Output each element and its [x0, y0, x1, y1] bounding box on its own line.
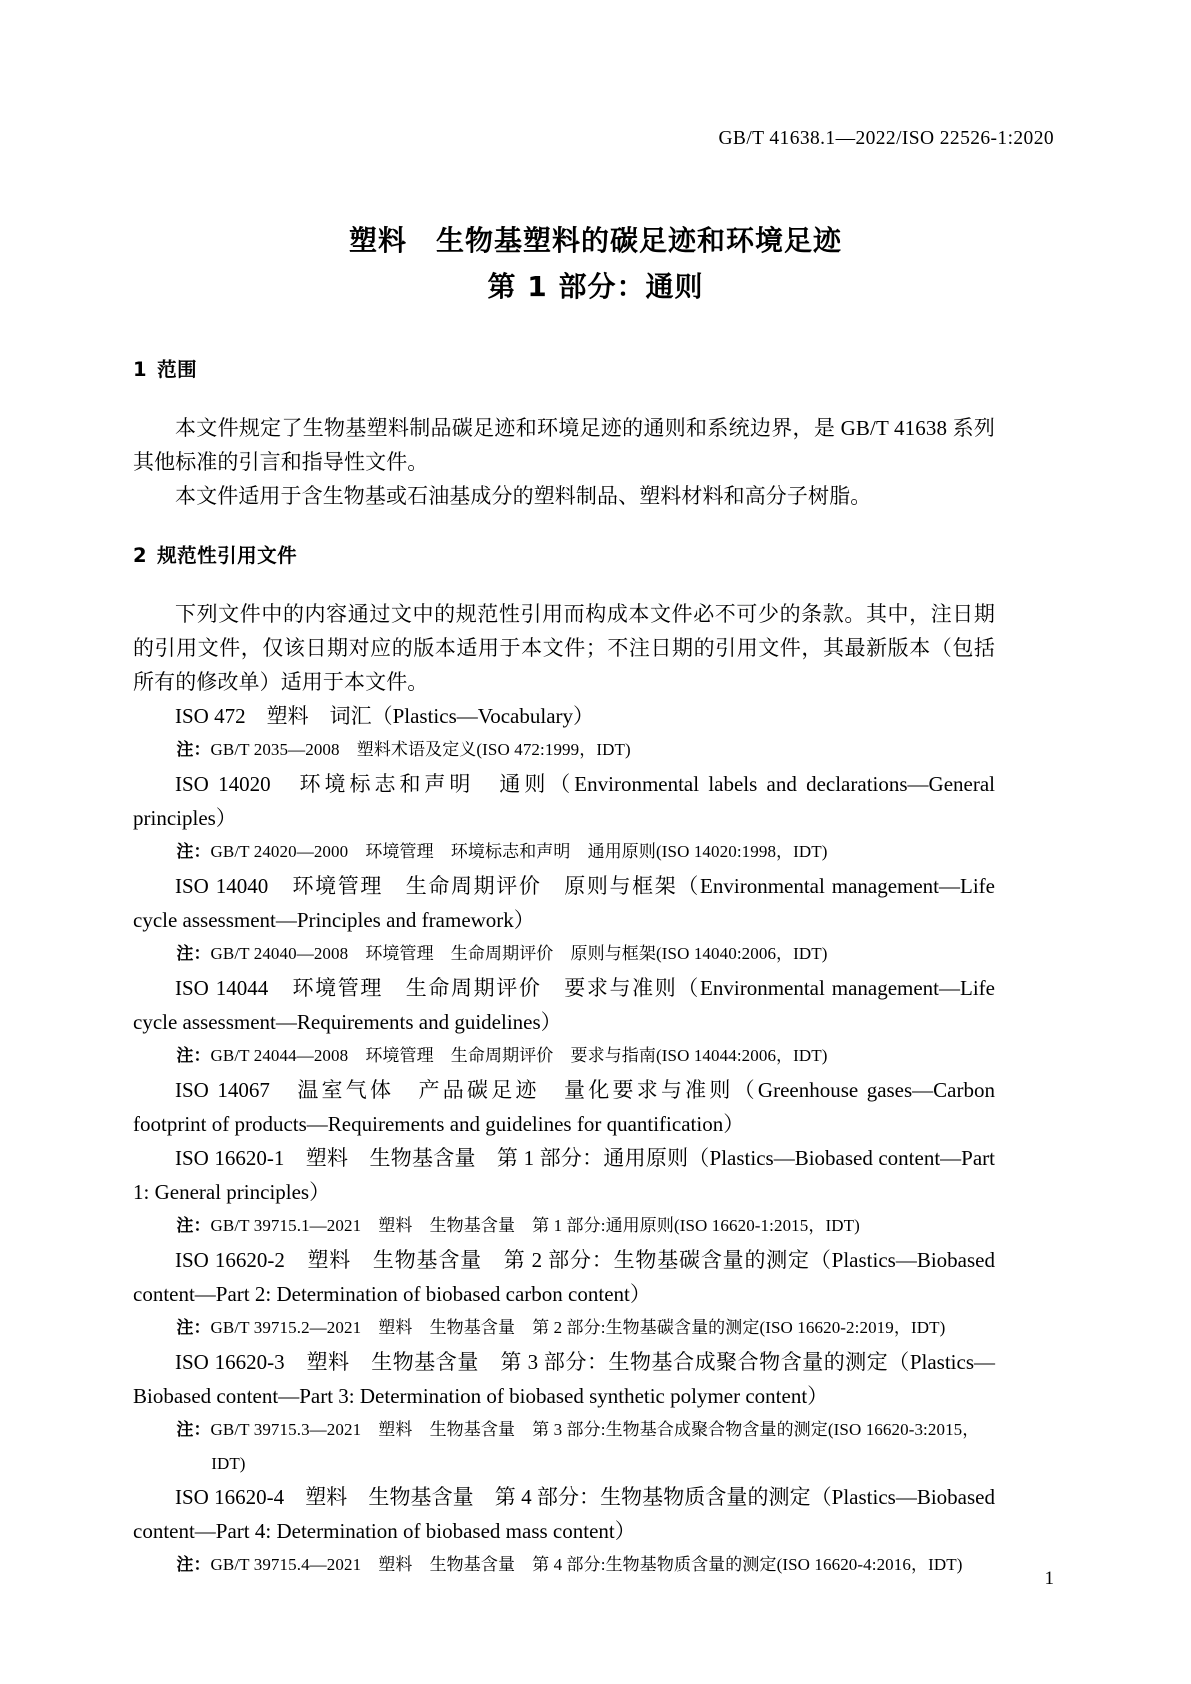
note-label: 注： [176, 1420, 211, 1440]
reference-entry: ISO 14040 环境管理 生命周期评价 原则与框架（Environmental management—Life cycle assessment—Principles and framework） [133, 874, 995, 932]
clause-1-paragraph-1: 本文件规定了生物基塑料制品碳足迹和环境足迹的通则和系统边界，是 GB/T 41638 系列其他标准的引言和指导性文件。 [133, 416, 995, 474]
note-text: GB/T 39715.2—2021 塑料 生物基含量 第 2 部分:生物基碳含量的测定(ISO 16620-2:2019，IDT) [210, 1318, 946, 1337]
clause-1-title: 范围 [157, 358, 198, 381]
note-label: 注： [176, 740, 211, 760]
clause-1-number: 1 [133, 358, 148, 381]
clause-2-number: 2 [133, 544, 148, 567]
clause-1-heading [133, 355, 995, 385]
spacer [133, 571, 995, 597]
note-label: 注： [176, 944, 211, 964]
title-line-2: 第 1 部分：通则 [487, 270, 704, 303]
reference-note [133, 835, 995, 869]
page-folio [1045, 1568, 1055, 1590]
reference-entry: ISO 16620-4 塑料 生物基含量 第 4 部分：生物基物质含量的测定（Plastics—Biobased content—Part 4: Determination of biobased mass content） [133, 1485, 995, 1543]
note-label: 注： [176, 1216, 211, 1236]
running-header [718, 128, 1054, 150]
document-title [0, 218, 1191, 310]
document-body [133, 355, 995, 1582]
reference-entry: ISO 14044 环境管理 生命周期评价 要求与准则（Environmental management—Life cycle assessment—Requirements and guidelines） [133, 976, 995, 1034]
clause-2-title: 规范性引用文件 [157, 544, 298, 567]
note-text: GB/T 24020—2000 环境管理 环境标志和声明 通用原则(ISO 14020:1998，IDT) [210, 842, 828, 861]
note-text: GB/T 2035—2008 塑料术语及定义(ISO 472:1999，IDT) [210, 740, 631, 759]
note-label: 注： [176, 1555, 211, 1575]
reference-note [133, 1311, 995, 1345]
standard-code: GB/T 41638.1—2022/ISO 22526-1:2020 [718, 128, 1054, 149]
reference-note [133, 1413, 995, 1480]
reference-entry: ISO 16620-1 塑料 生物基含量 第 1 部分：通用原则（Plastics—Biobased content—Part 1: General principles） [133, 1146, 995, 1204]
note-text-continued: IDT) [211, 1454, 246, 1473]
reference-note [133, 1209, 995, 1243]
note-text: GB/T 24044—2008 环境管理 生命周期评价 要求与指南(ISO 14044:2006，IDT) [210, 1046, 828, 1065]
reference-note [133, 1548, 995, 1582]
reference-note [133, 733, 995, 767]
clause-2-heading [133, 541, 995, 571]
page-number: 1 [1044, 1568, 1054, 1589]
reference-entry: ISO 14067 温室气体 产品碳足迹 量化要求与准则（Greenhouse gases—Carbon footprint of products—Requirements and guidelines for quantification） [133, 1078, 995, 1136]
reference-note [133, 937, 995, 971]
clause-1-paragraph-2: 本文件适用于含生物基或石油基成分的塑料制品、塑料材料和高分子树脂。 [175, 484, 872, 508]
reference-note [133, 1039, 995, 1073]
spacer [133, 385, 995, 411]
note-label: 注： [176, 842, 211, 862]
spacer [133, 513, 995, 541]
note-text: GB/T 24040—2008 环境管理 生命周期评价 原则与框架(ISO 14040:2006，IDT) [210, 944, 828, 963]
reference-entry: ISO 16620-3 塑料 生物基含量 第 3 部分：生物基合成聚合物含量的测定（Plastics—Biobased content—Part 3: Determination of biobased synthetic polymer content） [133, 1350, 995, 1408]
clause-2-paragraph-1: 下列文件中的内容通过文中的规范性引用而构成本文件必不可少的条款。其中，注日期的引用文件，仅该日期对应的版本适用于本文件；不注日期的引用文件，其最新版本（包括所有的修改单）适用于本文件。 [133, 602, 995, 694]
title-line-1: 塑料 生物基塑料的碳足迹和环境足迹 [348, 224, 842, 257]
note-text: GB/T 39715.1—2021 塑料 生物基含量 第 1 部分:通用原则(ISO 16620-1:2015，IDT) [210, 1216, 860, 1235]
note-label: 注： [176, 1318, 211, 1338]
note-text: GB/T 39715.3—2021 塑料 生物基含量 第 3 部分:生物基合成聚合物含量的测定(ISO 16620-3:2015， [210, 1420, 980, 1439]
reference-entry: ISO 16620-2 塑料 生物基含量 第 2 部分：生物基碳含量的测定（Plastics—Biobased content—Part 2: Determination of biobased carbon content） [133, 1248, 995, 1306]
note-label: 注： [176, 1046, 211, 1066]
note-text: GB/T 39715.4—2021 塑料 生物基含量 第 4 部分:生物基物质含量的测定(ISO 16620-4:2016，IDT) [210, 1555, 963, 1574]
reference-entry: ISO 472 塑料 词汇（Plastics—Vocabulary） [175, 704, 595, 728]
reference-entry: ISO 14020 环境标志和声明 通则（Environmental labels and declarations—General principles） [133, 772, 995, 830]
